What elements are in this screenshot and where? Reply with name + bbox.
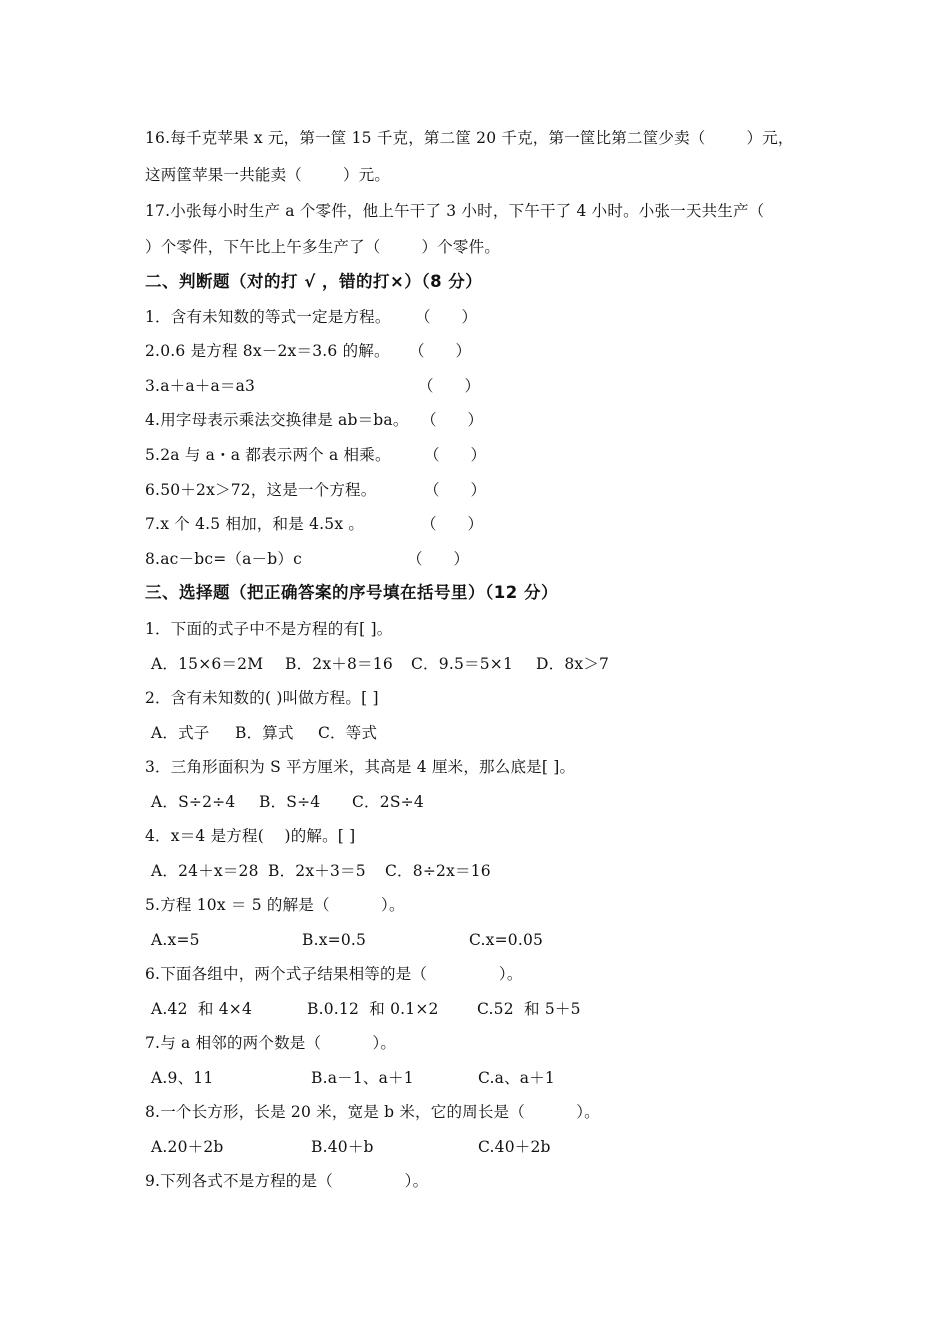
- tf-item-3: [145, 374, 481, 398]
- tf-item-text: 3.a＋a＋a＝a3: [145, 377, 256, 395]
- mc-question-6: 6.下面各组中，两个式子结果相等的是（ ）。: [145, 965, 523, 983]
- option-a: A．S÷2÷4: [151, 793, 236, 811]
- option-a: A．15×6＝2M: [151, 655, 264, 673]
- answer-blank: （ ）: [421, 515, 484, 533]
- tf-item-text: 6.50＋2x＞72，这是一个方程。: [145, 481, 377, 499]
- question-16-line-1: 16.每千克苹果 x 元，第一筐 15 千克，第二筐 20 千克，第一筐比第二筐少卖（ ）元，: [145, 129, 794, 147]
- answer-blank: （ ）: [424, 446, 487, 464]
- option-c: C．等式: [318, 724, 378, 742]
- mc-options-1: [151, 652, 610, 676]
- question-16-line-2: 这两筐苹果一共能卖（ ）元。: [145, 166, 391, 184]
- question-17-line-1: 17.小张每小时生产 a 个零件，他上午干了 3 小时，下午干了 4 小时。小张一天共生产（: [145, 202, 765, 220]
- mc-options-6: [151, 997, 581, 1021]
- answer-blank: （ ）: [424, 481, 487, 499]
- option-b: B．2x＋8＝16: [285, 655, 393, 673]
- question-17-line-2: ）个零件，下午比上午多生产了（ ）个零件。: [145, 238, 501, 256]
- tf-item-7: [145, 512, 484, 536]
- option-c: C.40＋2b: [478, 1138, 551, 1156]
- answer-blank: （ ）: [415, 308, 478, 326]
- tf-item-text: 5.2a 与 a・a 都表示两个 a 相乘。: [145, 446, 391, 464]
- tf-item-text: 2.0.6 是方程 8x－2x＝3.6 的解。: [145, 342, 390, 360]
- mc-question-8: 8.一个长方形，长是 20 米，宽是 b 米，它的周长是（ ）。: [145, 1103, 600, 1121]
- option-c: C．2S÷4: [352, 793, 424, 811]
- mc-options-5: [151, 928, 544, 952]
- mc-question-9: 9.下列各式不是方程的是（ ）。: [145, 1172, 429, 1190]
- option-b: B.0.12 和 0.1×2: [307, 1000, 439, 1018]
- mc-options-7: [151, 1066, 555, 1090]
- option-c: C．9.5＝5×1: [411, 655, 514, 673]
- mc-question-7: 7.与 a 相邻的两个数是（ ）。: [145, 1034, 397, 1052]
- option-c: C.52 和 5＋5: [477, 1000, 581, 1018]
- mc-question-2: 2．含有未知数的( )叫做方程。[ ]: [145, 689, 379, 707]
- option-a: A.x=5: [151, 931, 200, 949]
- tf-item-5: [145, 443, 487, 467]
- option-b: B．算式: [235, 724, 294, 742]
- section-2-heading: 二、判断题（对的打 √ ，错的打×）（8 分）: [145, 272, 483, 291]
- answer-blank: （ ）: [409, 342, 472, 360]
- option-a: A.9、11: [151, 1069, 214, 1087]
- mc-question-3: 3．三角形面积为 S 平方厘米，其高是 4 厘米，那么底是[ ]。: [145, 758, 576, 776]
- option-b: B.a－1、a＋1: [311, 1069, 414, 1087]
- tf-item-text: 7.x 个 4.5 相加，和是 4.5x 。: [145, 515, 365, 533]
- tf-item-text: 8.ac－bc=（a－b）c: [145, 550, 302, 568]
- option-a: A．式子: [151, 724, 210, 742]
- mc-question-1: 1．下面的式子中不是方程的有[ ]。: [145, 620, 393, 638]
- option-b: B.x=0.5: [302, 931, 367, 949]
- mc-options-3: [151, 790, 424, 814]
- mc-question-4: 4．x＝4 是方程( )的解。[ ]: [145, 827, 356, 845]
- option-c: C.x=0.05: [469, 931, 544, 949]
- option-c: C．8÷2x＝16: [385, 862, 491, 880]
- option-d: D．8x＞7: [536, 655, 610, 673]
- tf-item-8: [145, 547, 470, 571]
- option-b: B．2x＋3＝5: [268, 862, 366, 880]
- tf-item-6: [145, 478, 487, 502]
- mc-options-8: [151, 1135, 551, 1159]
- mc-options-2: [151, 721, 378, 745]
- tf-item-text: 1．含有未知数的等式一定是方程。: [145, 308, 391, 326]
- option-c: C.a、a＋1: [478, 1069, 555, 1087]
- option-b: B．S÷4: [259, 793, 321, 811]
- tf-item-1: [145, 305, 478, 329]
- section-3-heading: 三、选择题（把正确答案的序号填在括号里）（12 分）: [145, 583, 558, 602]
- option-b: B.40＋b: [311, 1138, 374, 1156]
- answer-blank: （ ）: [418, 377, 481, 395]
- tf-item-2: [145, 339, 472, 363]
- answer-blank: （ ）: [421, 411, 484, 429]
- option-a: A．24＋x＝28: [151, 862, 259, 880]
- tf-item-text: 4.用字母表示乘法交换律是 ab＝ba。: [145, 411, 409, 429]
- tf-item-4: [145, 408, 484, 432]
- option-a: A.20＋2b: [151, 1138, 224, 1156]
- mc-options-4: [151, 859, 491, 883]
- answer-blank: （ ）: [407, 550, 470, 568]
- option-a: A.42 和 4×4: [151, 1000, 253, 1018]
- mc-question-5: 5.方程 10x ＝ 5 的解是（ ）。: [145, 896, 405, 914]
